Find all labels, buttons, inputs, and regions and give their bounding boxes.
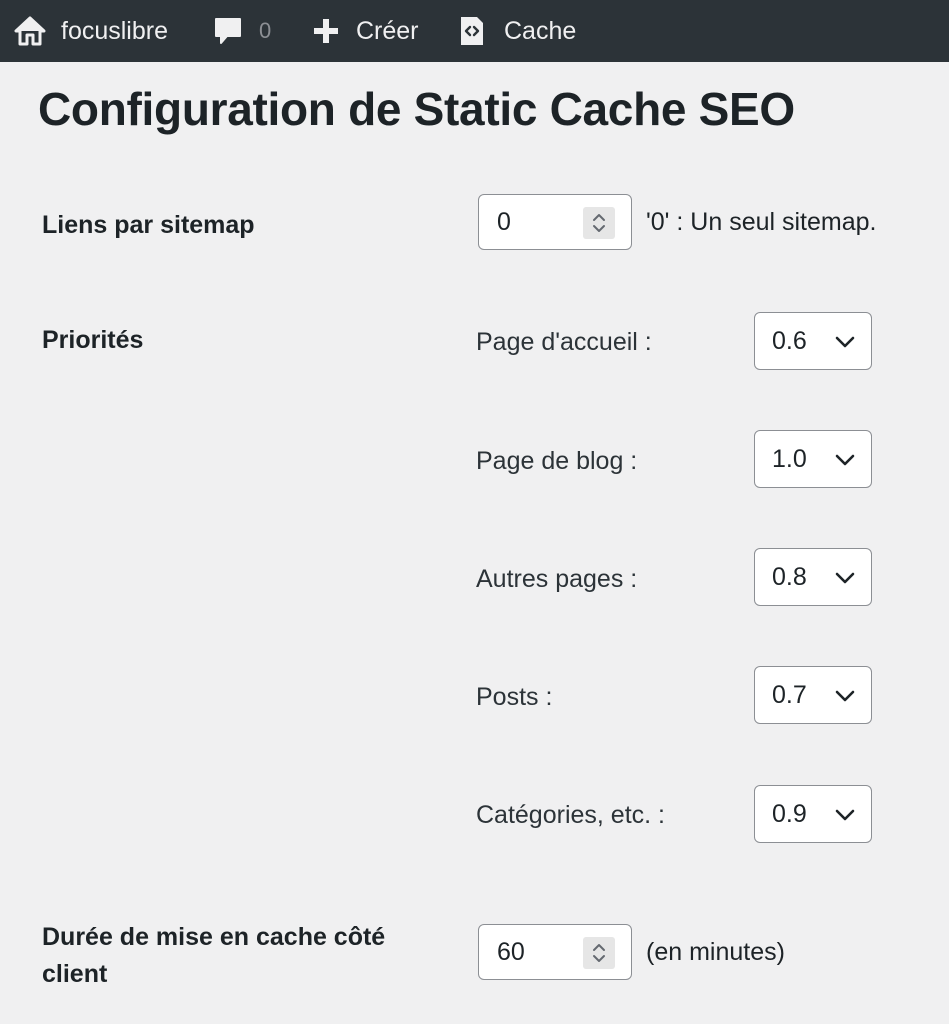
page-title: Configuration de Static Cache SEO [38,83,795,135]
client-cache-label-line1: Durée de mise en cache côté [42,923,386,951]
spinner-updown-icon[interactable] [583,937,615,969]
client-cache-value: 60 [497,938,525,966]
priority-posts-label: Posts : [476,683,553,711]
priority-categories-label: Catégories, etc. : [476,801,665,829]
chevron-down-icon [833,450,857,470]
new-content-label: Créer [356,16,419,45]
spinner-updown-icon[interactable] [583,207,615,239]
cache-menu-link[interactable] [458,0,576,62]
site-name: focuslibre [61,16,168,45]
chevron-down-icon [833,568,857,588]
plus-icon [312,17,340,45]
links-per-sitemap-input[interactable] [478,194,632,250]
chevron-down-icon [833,332,857,352]
comments-link[interactable] [212,0,271,62]
links-per-sitemap-hint: '0' : Un seul sitemap. [646,208,877,236]
client-cache-hint: (en minutes) [646,938,785,966]
priority-homepage-select[interactable] [754,312,872,370]
links-per-sitemap-label: Liens par sitemap [42,211,255,239]
home-icon [14,15,46,47]
site-home-link[interactable] [14,0,168,62]
priority-categories-select[interactable] [754,785,872,843]
priority-posts-select[interactable] [754,666,872,724]
priority-other-pages-label: Autres pages : [476,565,638,593]
comments-count: 0 [259,18,272,43]
links-per-sitemap-value: 0 [497,208,511,236]
priority-blog-label: Page de blog : [476,447,638,475]
priority-homepage-label: Page d'accueil : [476,328,652,356]
priority-blog-select[interactable] [754,430,872,488]
priority-blog-value: 1.0 [772,445,807,473]
new-content-link[interactable] [312,0,419,62]
cache-menu-label: Cache [504,16,577,45]
code-file-icon [458,15,486,47]
client-cache-label-line2: client [42,960,108,988]
priority-other-pages-value: 0.8 [772,563,807,591]
chevron-down-icon [833,686,857,706]
chevron-down-icon [833,805,857,825]
client-cache-input[interactable] [478,924,632,980]
priority-categories-value: 0.9 [772,800,807,828]
priority-posts-value: 0.7 [772,681,807,709]
comment-bubble-icon [212,15,244,47]
priorities-label: Priorités [42,326,144,354]
admin-bar [0,0,949,62]
priority-other-pages-select[interactable] [754,548,872,606]
priority-homepage-value: 0.6 [772,327,807,355]
